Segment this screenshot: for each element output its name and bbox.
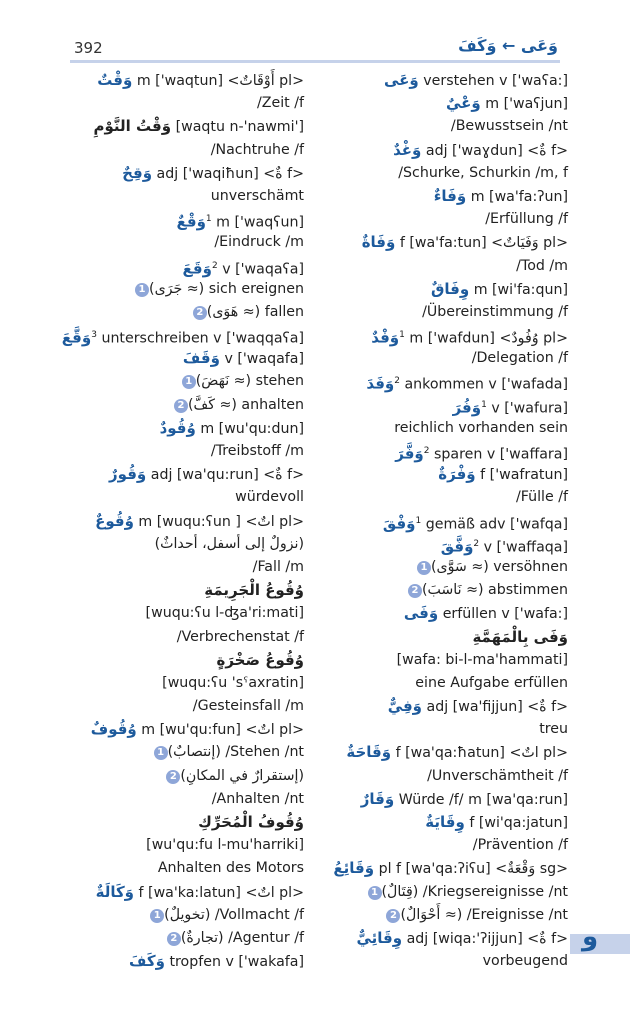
entry-line [310,811,568,834]
header-rule [70,60,560,63]
entry-line [310,649,568,672]
headword: وَقَارٌ [360,789,395,808]
headword: وَقْتٌ [97,71,133,89]
entry-text: anhalten (≈ كَفَّ) [187,396,304,413]
headword: وَفَى [403,604,439,623]
entry-text: treu [539,721,568,738]
sense-number: 2 [386,909,400,923]
entry-line [310,347,568,370]
sense-number: 1 [182,375,196,389]
entry-line [46,92,304,115]
sense-number: 1 [135,283,149,297]
entry-line [46,510,304,533]
entry-text: unterschreiben v ['waqqaʕa] [101,330,304,347]
entry-line [46,486,304,509]
entry-text: reichlich vorhanden sein [394,419,568,436]
sense-number: 1 [150,909,164,923]
homograph-number: 1 [481,399,487,410]
entry-line [310,672,568,695]
entry-text: <pl وُفُودٌ> m ['wafdun] [409,330,568,347]
entry-text: <pl اتٌ> f [wa'ka:latun] [138,884,304,901]
entry-line [310,834,568,857]
headword: وَفِيٌّ [387,697,423,716]
entry-text: m [wi'fa:qun] [473,281,568,298]
entry-line [46,765,304,788]
homograph-number: 3 [91,330,97,341]
entry-line [46,602,304,625]
homograph-number: 2 [211,260,218,271]
entry-text: eine Aufgabe erfüllen [415,674,568,691]
phrase-headword: وَفَى بِالْمَهَمَّةِ [472,627,568,646]
entry-text: Verbrechenstat /f/ [176,628,304,645]
entry-text: [wu'qu:fu l-mu'harriki] [146,837,304,854]
entry-line [310,765,568,788]
entry-text: Stehen /nt/ (إنتصابٌ) [167,744,304,761]
entry-text: erfüllen v ['wafa:] [442,606,568,623]
headword: وَفَاةٌ [361,233,396,252]
sense-number: 1 [368,886,382,900]
entry-line [310,370,568,393]
entry-line [46,533,304,556]
entry-line [46,370,304,393]
entry-line [310,579,568,602]
entry-text: v ['waqaʕa] [222,261,304,278]
entry-text: m [wu'qu:dun] [200,420,304,437]
entry-text: Ereignisse /nt/ (≈ أَحْوَالٌ) [400,906,568,923]
entry-line [46,904,304,927]
entry-line [310,324,568,347]
sense-number: 2 [174,399,188,413]
entry-line [310,417,568,440]
homograph-number: 1 [415,515,422,526]
entry-line [46,950,304,973]
phrase-headword: وُقُوفُ الْمُحَرِّكِ [198,813,304,831]
entry-text: v ['waqafa] [224,351,304,368]
entry-text: <pl اتٌ> f [wa'qa:ħatun] [395,745,568,762]
entry-line [310,115,568,138]
entry-line [46,231,304,254]
entry-line [310,857,568,880]
entry-line [46,811,304,834]
headword: وَغْدٌ [393,140,422,159]
entry-text: Eindruck /m/ [214,234,304,251]
entry-line [310,486,568,509]
entry-line [46,927,304,950]
entry-line [46,324,304,347]
headword: وَقِحٌ [122,163,153,182]
entry-text: <sg وَقْعَةٌ> pl f [wa'qa:ʔiʕu] [378,861,568,878]
entry-line [46,556,304,579]
entry-text: <f ةٌ> adj [wa'fijjun] [426,699,568,716]
entry-text: vorbeugend [482,953,568,970]
entry-line [310,278,568,301]
entry-text: Anhalten des Motors [157,860,304,877]
sense-number: 1 [154,746,168,760]
entry-line [310,510,568,533]
headword: وَفَاءٌ [433,186,467,205]
headword: وَقُورٌ [109,465,147,484]
headword: وَفْرَةٌ [438,465,476,484]
entry-text: sich ereignen (≈ جَرَى) [149,280,304,297]
entry-line [310,927,568,950]
entry-text: abstimmen (≈ نَاسَبَ) [421,582,568,599]
right-column [310,69,568,973]
headword: وِفَاقٌ [430,279,470,298]
phrase-headword: وَقْتُ النَّوْمِ [93,117,172,136]
entry-text: Fülle /f/ [515,489,568,506]
headword: وَقَعَ [182,259,212,278]
headword: وَفَدَ [366,375,395,394]
entry-line [310,904,568,927]
headword: وَفُرَ [452,398,482,417]
entry-text: <f ةٌ> adj ['waɣdun] [425,142,568,159]
entry-text: Gesteinsfall /m/ [192,698,304,715]
entry-line [310,463,568,486]
entry-text: Zeit /f/ [256,95,304,112]
entry-line [310,92,568,115]
entry-text: Anhalten /nt/ [211,790,304,807]
entry-line [310,695,568,718]
headword: وَفْقَ [382,514,416,533]
entry-line [46,440,304,463]
sense-number: 2 [193,306,207,320]
entry-text: f ['wafratun] [480,467,568,484]
page-number: 392 [74,39,103,57]
homograph-number: 1 [399,330,405,341]
entry-line [46,834,304,857]
entry-text: <f ةٌ> adj [wa'qu:run] [150,467,304,484]
entry-text: sparen v ['waffara] [433,446,568,463]
entry-line [46,626,304,649]
entry-text: Tod /m/ [516,257,568,274]
entry-line [310,185,568,208]
entry-line [46,255,304,278]
headword: وَفَّرَ [395,444,424,463]
entry-line [310,626,568,649]
entry-text: <pl أَوْقَاتٌ> m ['waqtun] [136,73,304,89]
entry-text: <f ةٌ> adj ['waqiħun] [156,165,304,182]
headword: وَفْدٌ [371,328,400,347]
entry-line [46,208,304,231]
entry-text: <pl وَفَيَاتٌ> f [wa'fa:tun] [399,235,568,252]
entry-text: [wafa: bi-l-ma'hammati] [396,651,568,668]
entry-line [310,440,568,463]
entry-text: v ['wafura] [491,400,568,417]
headword: وَقْعٌ [176,212,206,231]
entry-text: v ['waffaqa] [483,539,568,556]
entry-text: würdevoll [235,489,304,506]
entry-line [46,185,304,208]
headword: وِقَايَةٌ [425,813,465,831]
entry-text: ankommen v ['wafada] [404,377,568,394]
sense-number: 2 [167,932,181,946]
entry-line [46,857,304,880]
entry-text: m [wa'fa:ʔun] [470,188,568,205]
entry-line [46,115,304,138]
entry-text: Bewusstsein /nt/ [450,118,568,135]
entry-line [46,881,304,904]
entry-text: Agentur /f/ (تجارةٌ) [180,929,304,946]
entry-line [310,301,568,324]
entry-line [46,139,304,162]
entry-text: unverschämt [210,187,304,204]
entry-line [46,278,304,301]
phrase-headword: وُقُوعُ صَخْرَةٍ [216,650,304,669]
headword: وَكَفَ [129,952,165,971]
entry-text: Fall /m/ [252,558,304,575]
homograph-number: 2 [394,376,400,387]
header-entry-range: وَعَى ← وَكَفَ [458,36,558,55]
entry-line [46,672,304,695]
headword: وَقَاحَةٌ [346,743,392,762]
entry-text: Schurke, Schurkin /m, f/ [398,164,568,181]
entry-line [310,556,568,579]
entry-line [46,741,304,764]
entry-text: Würde /f/ m [wa'qa:run] [398,791,568,808]
entry-line [310,394,568,417]
entry-text: Erfüllung /f/ [485,211,568,228]
entry-line [310,602,568,625]
sense-number: 2 [408,584,422,598]
entry-line [46,347,304,370]
entry-line [46,695,304,718]
entry-text: f [wi'qa:jatun] [469,815,568,831]
entry-text: <pl اتٌ> m [wuqu:ʕun ] [138,513,304,530]
entry-text: verstehen v ['waʕa:] [423,73,568,89]
entry-line [310,208,568,231]
entry-text: versöhnen (≈ سَوَّى) [430,558,568,575]
sense-number: 1 [417,561,431,575]
headword: وَفَّقَ [440,537,474,556]
entry-text: ['waqtu n-'nawmi] [175,119,304,136]
entry-line [310,881,568,904]
headword: وَعْيٌ [445,94,481,113]
entry-text: [wuqu:ʕu l-ʤa'ri:mati] [145,605,304,622]
entry-line [46,718,304,741]
thumb-index-letter: و [582,922,599,952]
entry-line [310,533,568,556]
headword: وَقَّعَ [61,328,92,347]
headword: وَقَفَ [182,349,220,368]
headword: وِقَائِيٌّ [356,928,403,947]
entry-line [310,69,568,92]
headword: وَعَى [383,71,419,89]
headword: وُقُودٌ [159,418,196,437]
entry-text: <f ةٌ> adj [wiqa:'ʔijjun] [406,930,568,947]
left-column [46,69,304,973]
entry-line [310,718,568,741]
entry-line [310,255,568,278]
entry-text: (نزولٌ إلى أسفل، أحداثٌ) [154,535,304,552]
entry-line [46,69,304,92]
homograph-number: 2 [473,538,480,549]
entry-line [46,301,304,324]
entry-line [46,417,304,440]
entry-line [310,950,568,973]
entry-line [46,463,304,486]
entry-text: Treibstoff /m/ [210,443,304,459]
entry-text: Unverschämtheit /f/ [427,767,568,784]
entry-line [310,231,568,254]
entry-text: fallen (≈ هَوَى) [206,303,304,320]
entry-text: Kriegsereignisse /nt/ (قِتَالٌ) [381,883,568,900]
entry-line [46,394,304,417]
entry-text: Übereinstimmung /f/ [422,303,568,320]
entry-line [46,649,304,672]
entry-text: Vollmacht /f/ (تخويلٌ) [164,906,304,923]
entry-text: (إستقرارٌ في المكانِ) [180,767,304,784]
entry-text: tropfen v ['wakafa] [169,954,304,971]
sense-number: 2 [166,770,180,784]
phrase-headword: وُقُوعُ الْجَرِيمَةِ [204,581,304,600]
thumb-index-tab [570,934,630,954]
homograph-number: 1 [205,214,212,225]
entry-line [46,579,304,602]
headword: وُقُوفٌ [90,720,137,739]
entry-text: gemäß adv ['wafqa] [425,516,568,533]
headword: وَكَالَةٌ [95,882,135,901]
headword: وَقَائِعُ [333,859,375,878]
entry-line [310,741,568,764]
entry-text: Nachtruhe /f/ [210,141,304,158]
entry-text: Delegation /f/ [471,350,568,367]
entry-line [46,788,304,811]
entry-text: <pl اتٌ> m [wu'qu:fun] [141,722,304,739]
entry-text: m ['waʕjun] [485,96,568,113]
entry-line [310,139,568,162]
entry-text: m ['waqʕun] [216,214,304,231]
entry-text: [wuqu:ʕu 'sˤaxratin] [162,674,304,691]
entry-text: Prävention /f/ [472,837,568,854]
page-header [70,38,560,62]
entry-line [310,162,568,185]
entry-text: stehen (≈ نَهَضَ) [195,373,304,390]
entry-line [46,162,304,185]
homograph-number: 2 [423,446,430,456]
entry-line [310,788,568,811]
headword: وُقُوعٌ [95,511,134,530]
